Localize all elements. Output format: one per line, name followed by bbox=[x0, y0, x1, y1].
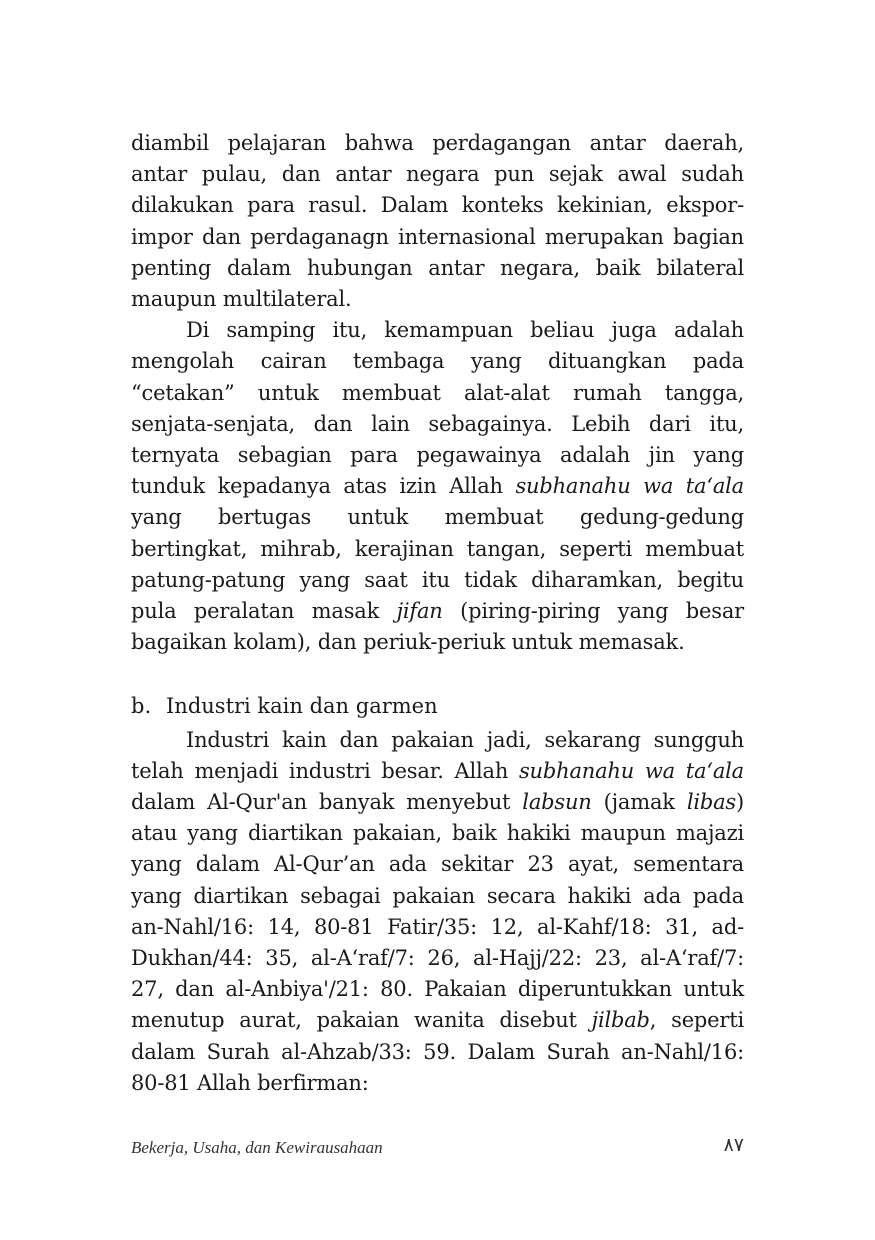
italic-term: jilbab bbox=[591, 1008, 650, 1033]
paragraph-1: diambil pelajaran bahwa perdagangan antar daerah, antar pulau, dan antar negara pun sejak awal sudah dilakukan para rasul. Dalam konteks kekinian, ekspor-impor dan perdaganagn internasional merupakan bagian penting dalam hubungan antar negara, baik bilateral maupun multilateral. bbox=[131, 131, 744, 312]
body-text bbox=[131, 128, 744, 1099]
italic-term: libas bbox=[686, 790, 736, 815]
italic-term: subhanahu wa ta‘ala bbox=[518, 758, 744, 783]
italic-term: labsun bbox=[522, 790, 592, 815]
italic-term: subhanahu wa ta‘ala bbox=[515, 474, 744, 499]
paragraph-3: Industri kain dan pakaian jadi, sekarang sungguh telah menjadi industri besar. Allah subhanahu wa ta‘ala dalam Al-Qur'an banyak menyebut labsun (jamak libas) atau yang diartikan pakaian, baik hakiki maupun majazi yang dalam Al-Qur’an ada sekitar 23 ayat, sementara yang diartikan sebagai pakaian secara hakiki ada pada an-Nahl/16: 14, 80-81 Fatir/35: 12, al-Kahf/18: 31, ad-Dukhan/44: 35, al-A‘raf/7: 26, al-Hajj/22: 23, al-A‘raf/7: 27, dan al-Anbiya'/21: 80. Pakaian diperuntukkan untuk menutup aurat, pakaian wanita disebut jilbab, seperti dalam Surah al-Ahzab/33: 59. Dalam Surah an-Nahl/16: 80-81 Allah berfirman: bbox=[131, 727, 744, 1095]
section-heading bbox=[131, 691, 744, 722]
section-title: Industri kain dan garmen bbox=[166, 694, 438, 719]
page-number: ٨٧ bbox=[723, 1134, 744, 1156]
italic-term: jifan bbox=[396, 599, 443, 624]
running-footer-title: Bekerja, Usaha, dan Kewirausahaan bbox=[131, 1138, 383, 1157]
section-label: b. bbox=[131, 694, 152, 719]
paragraph-2: Di samping itu, kemampuan beliau juga adalah mengolah cairan tembaga yang dituangkan pada “cetakan” untuk membuat alat-alat rumah tangga, senjata-senjata, dan lain sebagainya. Lebih dari itu, ternyata sebagian para pegawainya adalah jin yang tunduk kepadanya atas izin Allah subhanahu wa ta‘ala yang bertugas untuk membuat gedung-gedung bertingkat, mihrab, kerajinan tangan, seperti membuat patung-patung yang saat itu tidak diharamkan, begitu pula peralatan masak jifan (piring-piring yang besar bagaikan kolam), dan periuk-periuk untuk memasak. bbox=[131, 318, 744, 655]
